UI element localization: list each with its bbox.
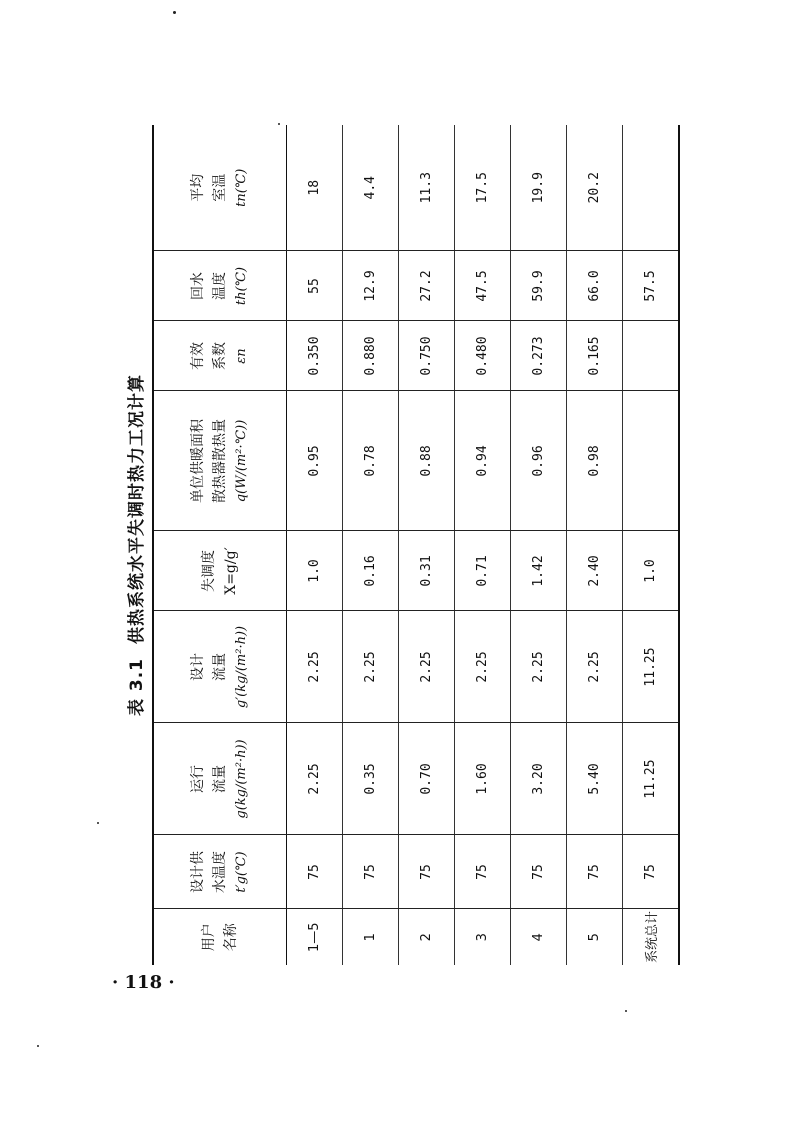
table-cell: 20.2 — [587, 172, 602, 204]
table-cell: 75 — [511, 835, 567, 909]
table-cell: 0.35 — [343, 723, 399, 835]
table-cell: 0.94 — [455, 391, 511, 531]
table-cell: 2.25 — [287, 723, 343, 835]
column-header-text: 设计供 — [190, 851, 206, 893]
table-cell: 0.750 — [399, 321, 455, 391]
table-number: 表 3.1 — [127, 657, 147, 717]
column-header — [153, 125, 287, 251]
column-header-text: X=g/g′ — [223, 547, 239, 595]
column-header-symbol: q(W/(m²·℃)) — [234, 419, 249, 503]
table-cell: 75 — [455, 835, 511, 909]
table-row — [287, 125, 343, 965]
user-name-cell: 5 — [567, 909, 623, 965]
user-name-cell: 1 — [343, 909, 399, 965]
column-header-text: 用户 — [201, 923, 217, 952]
table-cell: 17.5 — [475, 172, 490, 204]
table-cell: 11.25 — [623, 611, 680, 723]
table-cell — [623, 125, 680, 251]
column-header-symbol: εn — [234, 348, 249, 364]
user-name-cell: 3 — [455, 909, 511, 965]
column-header — [153, 321, 287, 391]
column-header-text: 室温 — [212, 173, 228, 202]
table-cell: 0.78 — [343, 391, 399, 531]
table-cell: 3.20 — [511, 723, 567, 835]
column-header — [153, 909, 287, 965]
scan-speck — [97, 822, 99, 824]
table-row — [399, 125, 455, 965]
user-name-cell: 4 — [511, 909, 567, 965]
table-cell: 0.71 — [455, 531, 511, 611]
table-cell: 2.25 — [343, 611, 399, 723]
column-header-symbol: g(kg/(m²·h)) — [234, 739, 249, 819]
table-cell: 11.25 — [623, 723, 680, 835]
table-row — [511, 125, 567, 965]
table-cell: 59.9 — [511, 251, 567, 321]
column-header-text: 平均 — [190, 173, 206, 202]
scan-speck — [173, 11, 176, 14]
column-header-text: 流量 — [212, 765, 228, 793]
column-header — [153, 391, 287, 531]
column-header-text: 失调度 — [201, 550, 217, 592]
user-name-cell: 2 — [399, 909, 455, 965]
table-cell: 1.42 — [511, 531, 567, 611]
table-cell: 0.273 — [511, 321, 567, 391]
table-cell: 66.0 — [567, 251, 623, 321]
table-cell: 4.4 — [363, 176, 378, 200]
column-header-text: 运行 — [190, 765, 206, 793]
column-header-text: 设计 — [190, 653, 206, 681]
table-cell: 57.5 — [623, 251, 680, 321]
table-cell: 2.25 — [567, 611, 623, 723]
column-header-text: 单位供暖面积 — [190, 419, 206, 503]
table-cell: 75 — [623, 835, 680, 909]
table-cell: 0.96 — [511, 391, 567, 531]
table-cell: 0.88 — [399, 391, 455, 531]
table-cell: 1.0 — [623, 531, 680, 611]
rotated-table-block — [127, 125, 660, 965]
table-cell: 0.880 — [343, 321, 399, 391]
user-name-cell: 1—5 — [287, 909, 343, 965]
column-header — [153, 835, 287, 909]
table-cell: 19.9 — [531, 172, 546, 204]
data-table — [152, 125, 680, 965]
table-row — [567, 125, 623, 965]
table-cell: 2.25 — [455, 611, 511, 723]
table-cell: 47.5 — [455, 251, 511, 321]
table-cell: 0.16 — [343, 531, 399, 611]
table-row — [623, 125, 680, 965]
table-cell: 2.25 — [511, 611, 567, 723]
table-cell — [623, 391, 680, 531]
table-cell — [623, 321, 680, 391]
table-row — [343, 125, 399, 965]
scan-speck — [37, 1045, 39, 1047]
table-cell: 12.9 — [343, 251, 399, 321]
table-cell: 0.165 — [567, 321, 623, 391]
column-header-symbol: tn(℃) — [234, 168, 249, 207]
table-cell: 18 — [307, 179, 322, 196]
table-title: 供热系统水平失调时热力工况计算 — [127, 373, 147, 644]
table-cell: 11.3 — [419, 172, 434, 204]
scan-speck — [625, 1010, 627, 1012]
table-cell: 5.40 — [567, 723, 623, 835]
table-cell: 0.70 — [399, 723, 455, 835]
table-cell: 27.2 — [399, 251, 455, 321]
table-cell: 0.31 — [399, 531, 455, 611]
column-header-text: 温度 — [212, 272, 228, 300]
column-header — [153, 531, 287, 611]
table-cell: 2.25 — [287, 611, 343, 723]
table-cell: 75 — [287, 835, 343, 909]
column-header-text: 回水 — [190, 272, 206, 300]
column-header-text: 流量 — [212, 653, 228, 681]
table-cell: 0.95 — [287, 391, 343, 531]
column-header-text: 水温度 — [212, 851, 228, 893]
column-header-text: 散热器散热量 — [212, 419, 228, 503]
table-caption — [122, 125, 147, 965]
user-name-cell: 系统总计 — [623, 909, 680, 965]
column-header-text: 系数 — [212, 342, 228, 370]
table-cell: 75 — [399, 835, 455, 909]
table-cell: 2.25 — [399, 611, 455, 723]
table-row — [455, 125, 511, 965]
column-header-text: 名称 — [223, 923, 239, 952]
column-header — [153, 611, 287, 723]
table-cell: 75 — [343, 835, 399, 909]
table-cell: 1.60 — [455, 723, 511, 835]
column-header-symbol: th(℃) — [234, 266, 249, 306]
column-header — [153, 723, 287, 835]
table-cell: 0.98 — [567, 391, 623, 531]
column-header-symbol: g′(kg/(m²·h)) — [234, 625, 249, 709]
column-header-symbol: t′g(℃) — [234, 851, 249, 893]
table-cell: 2.40 — [567, 531, 623, 611]
page-number: · 118 · — [112, 972, 175, 993]
column-header — [153, 251, 287, 321]
table-header-row — [153, 125, 287, 965]
table-cell: 0.480 — [455, 321, 511, 391]
table-cell: 1.0 — [287, 531, 343, 611]
table-cell: 55 — [287, 251, 343, 321]
table-cell: 75 — [567, 835, 623, 909]
table-cell: 0.350 — [287, 321, 343, 391]
column-header-text: 有效 — [190, 342, 206, 370]
table-body — [287, 125, 680, 965]
